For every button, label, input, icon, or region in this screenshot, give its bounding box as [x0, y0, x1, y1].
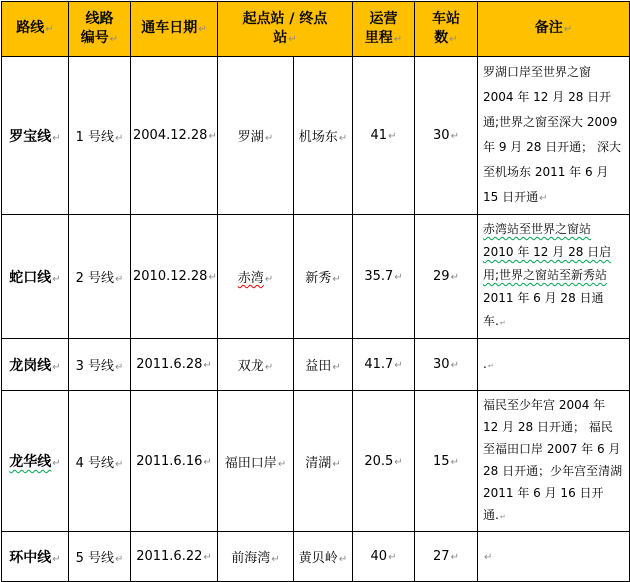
- end-station-text: 机场东: [298, 130, 338, 145]
- cell-station-count: [415, 57, 478, 215]
- cell-mileage: [353, 391, 415, 532]
- paragraph-mark-icon: ↵: [115, 133, 124, 144]
- paragraph-mark-icon: ↵: [52, 273, 61, 285]
- paragraph-mark-icon: ↵: [338, 554, 348, 565]
- cell-line-number: [69, 532, 131, 582]
- paragraph-mark-icon: ↵: [52, 458, 61, 469]
- header-row: [2, 2, 630, 57]
- header-notes: [478, 2, 630, 57]
- header-mileage-line2: [355, 29, 412, 49]
- header-terminals: [218, 2, 353, 57]
- paragraph-mark-icon: ↵: [332, 458, 341, 470]
- cell-station-count: [415, 215, 478, 339]
- notes-text: 罗湖口岸至世界之窗 2004 年 12 月 28 日开通;世界之窗至深大 2009 年 9 月 28 日开通； 深大至机场东 2011 年 6 月 15 日开通: [483, 65, 621, 204]
- cell-end-station: [294, 391, 353, 532]
- table-row-luobao: [2, 57, 630, 215]
- header-mileage-label: 里程: [364, 29, 393, 46]
- notes-text: 福民至少年宫 2004 年 12 月 28 日开通； 福民至福田口岸 2007 年 6 月 28 日开通；少年宫至清湖 2011 年 6 月 16 日开通.: [483, 398, 623, 522]
- paragraph-mark-icon: ↵: [203, 552, 212, 563]
- header-terminals-line1: 起点站 / 终点: [242, 10, 328, 27]
- cell-line-name: [2, 215, 69, 339]
- cell-mileage: [353, 532, 415, 582]
- cell-open-date: [131, 215, 218, 339]
- header-station-count-line2: [417, 29, 475, 49]
- start-station-text-misspelled: 赤湾: [237, 271, 264, 286]
- header-station-count-line1: 车站: [432, 10, 460, 27]
- mileage-text: 41: [370, 128, 388, 143]
- cell-line-name: [2, 57, 69, 215]
- header-line-number: [69, 2, 131, 57]
- header-terminals-label: 站: [273, 29, 288, 46]
- table-row-longgang: [2, 339, 630, 391]
- cell-end-station: [294, 57, 353, 215]
- open-date-text: 2011.6.22: [136, 549, 203, 564]
- cell-start-station: [218, 532, 294, 582]
- paragraph-mark-icon: ↵: [563, 24, 573, 35]
- table-header: [2, 2, 630, 57]
- metro-lines-table: [1, 1, 630, 582]
- cell-notes: [478, 215, 630, 339]
- paragraph-mark-icon: ↵: [109, 33, 119, 45]
- cell-end-station: [294, 532, 353, 582]
- end-station-text: 益田: [305, 359, 332, 374]
- paragraph-mark-icon: ↵: [394, 360, 403, 371]
- paragraph-mark-icon: ↵: [198, 24, 207, 35]
- line-name-text-grammar-marked: 龙华线: [9, 454, 52, 470]
- paragraph-mark-icon: ↵: [277, 458, 287, 470]
- paragraph-mark-icon: ↵: [394, 456, 403, 468]
- cell-open-date: [131, 57, 218, 215]
- header-terminals-line2: [220, 29, 350, 49]
- header-mileage: [353, 2, 415, 57]
- paragraph-mark-icon: ↵: [450, 131, 459, 142]
- line-number-text: 5 号线: [75, 551, 114, 566]
- header-mileage-line1: 运营: [369, 10, 398, 27]
- cell-line-number: [69, 391, 131, 532]
- mileage-text: 20.5: [364, 453, 394, 469]
- end-station-text: 新秀: [305, 271, 332, 286]
- cell-mileage: [353, 215, 415, 339]
- notes-text: 赤湾站至世界之窗站 2010 年 12 月 28 日启用;世界之窗站至新秀站 2011 年 6 月 28 日通车.: [483, 222, 612, 328]
- line-name-text: 罗宝线: [9, 128, 52, 145]
- station-count-text: 15: [433, 453, 450, 469]
- mileage-text: 35.7: [364, 269, 394, 284]
- station-count-text: 30: [433, 357, 450, 372]
- cell-start-station: [218, 339, 294, 391]
- cell-station-count: [415, 391, 478, 532]
- line-name-text: 龙岗线: [9, 357, 52, 374]
- paragraph-mark-icon: ↵: [499, 319, 506, 327]
- header-notes-label: 备注: [534, 20, 563, 36]
- paragraph-mark-icon: ↵: [338, 133, 348, 144]
- header-line-number-line2: [71, 29, 128, 49]
- paragraph-mark-icon: ↵: [450, 456, 459, 468]
- cell-line-name: [2, 339, 69, 391]
- start-station-text: 前海湾: [231, 551, 271, 566]
- paragraph-mark-icon: ↵: [450, 360, 459, 371]
- paragraph-mark-icon: ↵: [115, 362, 124, 373]
- header-station-count: [415, 2, 478, 57]
- table-row-huanzhong: [2, 532, 630, 582]
- paragraph-mark-icon: ↵: [264, 274, 274, 285]
- end-station-text: 清湖: [305, 455, 332, 471]
- cell-notes: [478, 532, 630, 582]
- paragraph-mark-icon: ↵: [450, 552, 459, 563]
- cell-notes: [478, 57, 630, 215]
- line-number-text: 3 号线: [75, 359, 114, 374]
- cell-line-name: [2, 532, 69, 582]
- open-date-text: 2011.6.28: [136, 357, 203, 372]
- line-number-text: 4 号线: [75, 455, 114, 471]
- cell-start-station: [218, 57, 294, 215]
- open-date-text: 2010.12.28: [133, 269, 208, 284]
- station-count-text: 27: [433, 549, 450, 564]
- paragraph-mark-icon: ↵: [115, 274, 124, 285]
- paragraph-mark-icon: ↵: [45, 24, 54, 35]
- paragraph-mark-icon: ↵: [208, 272, 217, 283]
- paragraph-mark-icon: ↵: [450, 272, 459, 283]
- open-date-text: 2011.6.16: [136, 453, 203, 469]
- paragraph-mark-icon: ↵: [499, 513, 506, 521]
- cell-mileage: [353, 57, 415, 215]
- cell-notes: [478, 339, 630, 391]
- cell-line-number: [69, 57, 131, 215]
- mileage-text: 40: [370, 549, 388, 564]
- line-number-text: 2 号线: [75, 271, 114, 286]
- paragraph-mark-icon: ↵: [388, 131, 397, 142]
- cell-start-station: [218, 215, 294, 339]
- cell-station-count: [415, 339, 478, 391]
- line-name-text: 环中线: [9, 549, 52, 566]
- paragraph-mark-icon: ↵: [332, 274, 341, 285]
- paragraph-mark-icon: ↵: [115, 458, 124, 470]
- start-station-text: 罗湖: [237, 130, 264, 145]
- paragraph-mark-icon: ↵: [264, 133, 274, 144]
- paragraph-mark-icon: ↵: [393, 33, 403, 45]
- start-station-text: 双龙: [237, 359, 264, 374]
- paragraph-mark-icon: ↵: [332, 362, 341, 373]
- cell-end-station: [294, 339, 353, 391]
- mileage-text: 41.7: [364, 357, 394, 372]
- station-count-text: 29: [433, 269, 450, 284]
- line-number-text: 1 号线: [75, 130, 114, 145]
- header-route: [2, 2, 69, 57]
- paragraph-mark-icon: ↵: [288, 33, 297, 45]
- paragraph-mark-icon: ↵: [203, 360, 212, 371]
- line-name-text: 蛇口线: [9, 269, 52, 286]
- cell-mileage: [353, 339, 415, 391]
- paragraph-mark-icon: ↵: [484, 551, 493, 563]
- cell-open-date: [131, 532, 218, 582]
- paragraph-mark-icon: ↵: [449, 33, 458, 45]
- cell-open-date: [131, 391, 218, 532]
- paragraph-mark-icon: ↵: [388, 552, 397, 563]
- notes-text: .: [483, 356, 487, 371]
- cell-notes: [478, 391, 630, 532]
- cell-start-station: [218, 391, 294, 532]
- paragraph-mark-icon: ↵: [203, 456, 212, 468]
- header-line-number-line1: 线路: [85, 10, 114, 27]
- paragraph-mark-icon: ↵: [115, 554, 124, 565]
- cell-end-station: [294, 215, 353, 339]
- paragraph-mark-icon: ↵: [271, 554, 280, 565]
- cell-line-number: [69, 215, 131, 339]
- header-station-count-label: 数: [434, 29, 449, 46]
- open-date-text: 2004.12.28: [133, 128, 208, 143]
- cell-open-date: [131, 339, 218, 391]
- paragraph-mark-icon: ↵: [52, 361, 61, 373]
- paragraph-mark-icon: ↵: [208, 131, 217, 142]
- header-line-number-label: 编号: [80, 29, 109, 46]
- table-body: [2, 57, 630, 582]
- header-open-date-label: 通车日期: [141, 20, 198, 36]
- table-row-shekou: [2, 215, 630, 339]
- station-count-text: 30: [433, 128, 450, 143]
- cell-line-name: [2, 391, 69, 532]
- paragraph-mark-icon: ↵: [394, 272, 403, 283]
- paragraph-mark-icon: ↵: [52, 132, 61, 144]
- start-station-text: 福田口岸: [224, 455, 277, 471]
- cell-line-number: [69, 339, 131, 391]
- header-route-label: 路线: [16, 20, 45, 36]
- paragraph-mark-icon: ↵: [52, 553, 61, 565]
- paragraph-mark-icon: ↵: [539, 193, 548, 204]
- table-row-longhua: [2, 391, 630, 532]
- header-open-date: [131, 2, 218, 57]
- end-station-text: 黄贝岭: [298, 551, 338, 566]
- paragraph-mark-icon: ↵: [487, 361, 494, 370]
- paragraph-mark-icon: ↵: [264, 362, 274, 373]
- cell-station-count: [415, 532, 478, 582]
